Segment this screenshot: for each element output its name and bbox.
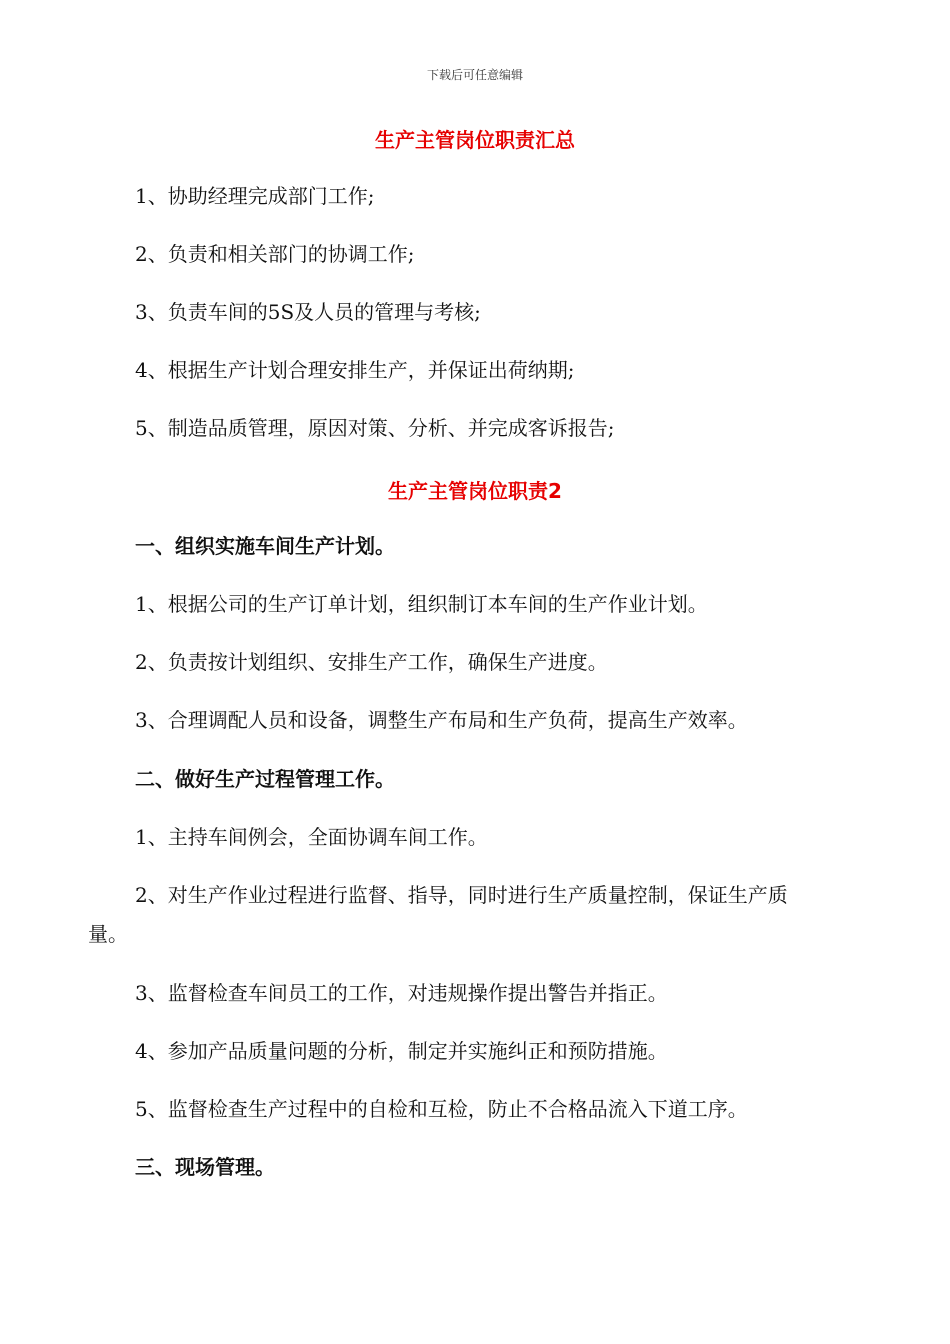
part3-heading: 三、现场管理。 [135, 1155, 275, 1179]
part2-item-3: 3、监督检查车间员工的工作，对违规操作提出警告并指正。 [135, 981, 668, 1005]
part2-item-5: 5、监督检查生产过程中的自检和互检，防止不合格品流入下道工序。 [135, 1097, 748, 1121]
section2-title: 生产主管岗位职责2 [388, 479, 562, 503]
part2-heading: 二、做好生产过程管理工作。 [135, 767, 395, 791]
part2-item-2-line1: 2、对生产作业过程进行监督、指导，同时进行生产质量控制，保证生产质 [135, 883, 788, 907]
section1-item-1: 1、协助经理完成部门工作; [135, 184, 375, 208]
part1-item-1: 1、根据公司的生产订单计划，组织制订本车间的生产作业计划。 [135, 592, 708, 616]
part1-heading: 一、组织实施车间生产计划。 [135, 534, 395, 558]
section1-item-5: 5、制造品质管理，原因对策、分析、并完成客诉报告; [135, 416, 615, 440]
part2-item-4: 4、参加产品质量问题的分析，制定并实施纠正和预防措施。 [135, 1039, 668, 1063]
section1-title: 生产主管岗位职责汇总 [375, 128, 575, 152]
part2-item-2-line2: 量。 [88, 922, 128, 946]
part2-item-1: 1、主持车间例会，全面协调车间工作。 [135, 825, 488, 849]
part1-item-2: 2、负责按计划组织、安排生产工作，确保生产进度。 [135, 650, 608, 674]
section1-item-4: 4、根据生产计划合理安排生产，并保证出荷纳期; [135, 358, 575, 382]
section1-item-2: 2、负责和相关部门的协调工作; [135, 242, 415, 266]
part1-item-3: 3、合理调配人员和设备，调整生产布局和生产负荷，提高生产效率。 [135, 708, 748, 732]
header-note: 下载后可任意编辑 [426, 68, 523, 82]
section1-item-3: 3、负责车间的5S及人员的管理与考核; [135, 300, 481, 324]
